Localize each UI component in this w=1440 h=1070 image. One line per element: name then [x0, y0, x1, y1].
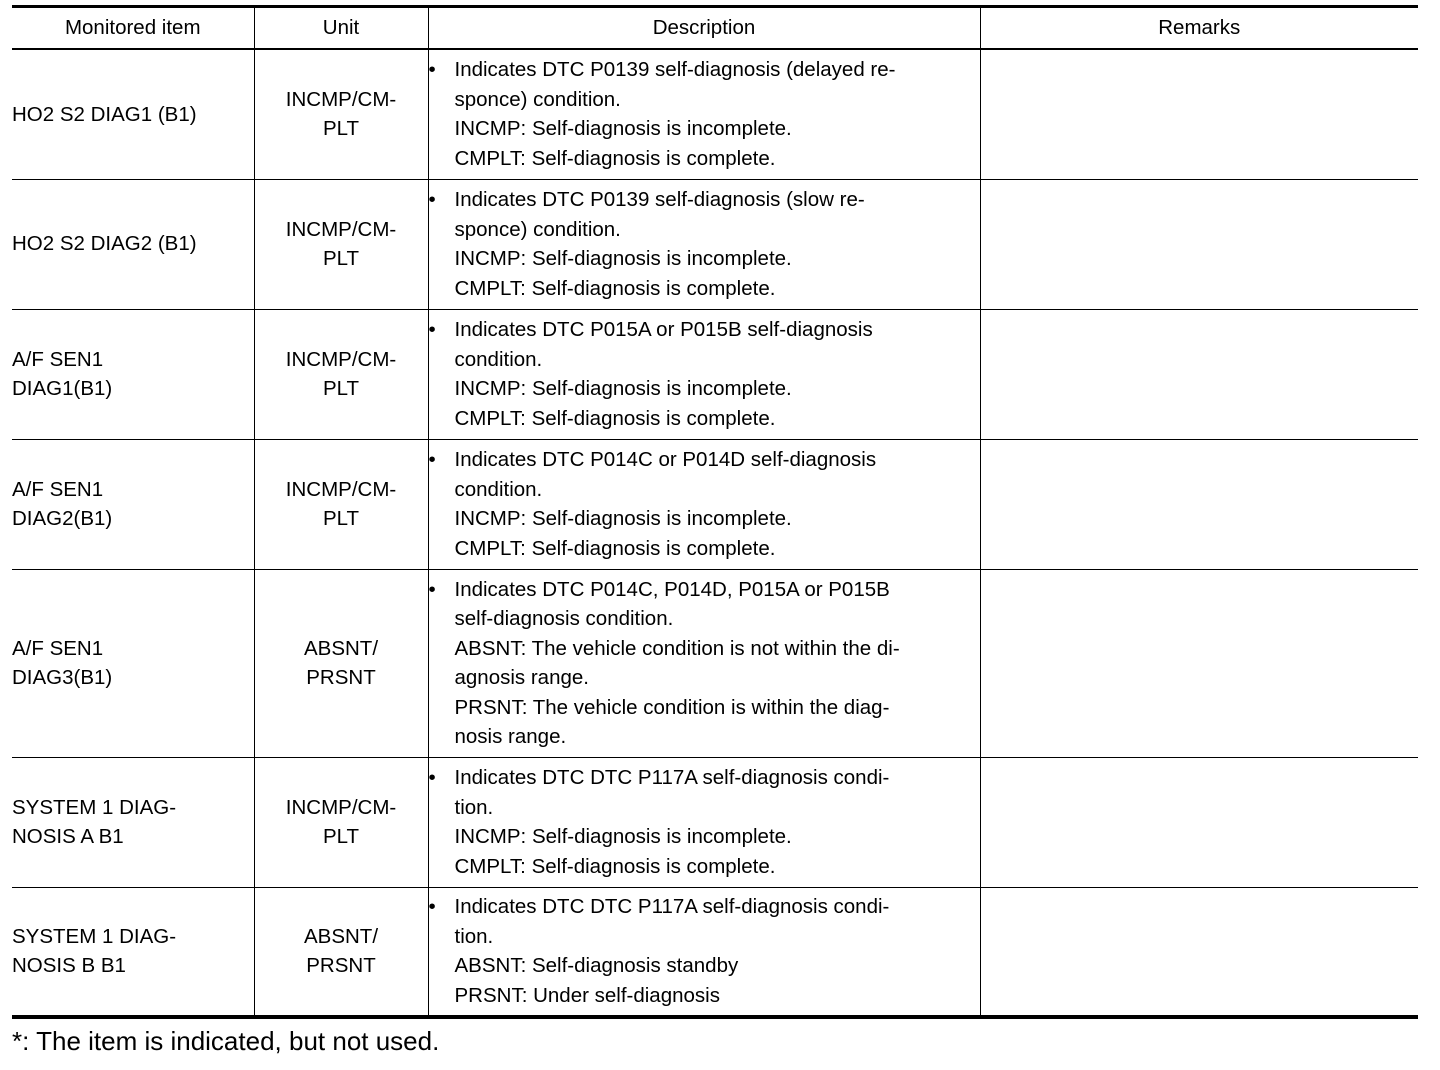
unit-line: PLT: [322, 377, 360, 400]
monitored-item-line: A/F SEN1: [12, 636, 104, 660]
unit-line: PLT: [322, 825, 360, 848]
description-subline: nosis range.: [454, 725, 567, 748]
unit-line: INCMP/CM-: [285, 87, 397, 111]
bullet-icon: •: [428, 58, 436, 82]
description-subline: INCMP: Self-diagnosis is incomplete.: [454, 825, 792, 848]
unit-cell: [254, 309, 428, 439]
description-bullet-text: [455, 445, 980, 504]
description-subline: CMPLT: Self-diagnosis is complete.: [454, 854, 776, 878]
description-cell: [428, 309, 980, 439]
description-line: sponce) condition.: [454, 87, 621, 111]
description-bullet: [429, 445, 980, 504]
description-line: condition.: [454, 347, 543, 371]
monitored-item-cell: [12, 309, 254, 439]
remarks-cell: [980, 569, 1418, 757]
unit-line: PRSNT: [306, 666, 376, 689]
remarks-cell: [980, 309, 1418, 439]
unit-cell: [254, 179, 428, 309]
monitored-item-line: HO2 S2 DIAG1 (B1): [12, 102, 197, 126]
description-line: sponce) condition.: [454, 217, 621, 241]
unit-line: ABSNT/: [303, 636, 379, 660]
monitored-item-cell: [12, 179, 254, 309]
unit-line: ABSNT/: [303, 924, 379, 948]
description-bullet: [429, 892, 980, 951]
unit-line: INCMP/CM-: [285, 217, 397, 241]
footnote: *: The item is indicated, but not used.: [12, 1026, 440, 1056]
monitored-item-line: NOSIS A B1: [12, 825, 124, 848]
remarks-cell: [980, 757, 1418, 887]
unit-line: INCMP/CM-: [285, 795, 397, 819]
description-bullet: [429, 315, 980, 374]
description-line: tion.: [454, 795, 494, 819]
remarks-cell: [980, 179, 1418, 309]
monitored-item-line: A/F SEN1: [12, 477, 104, 501]
description-bullet-text: [455, 55, 980, 114]
description-bullet: [429, 185, 980, 244]
description-subline: ABSNT: The vehicle condition is not within the di-: [454, 636, 900, 660]
monitored-item-line: DIAG1(B1): [12, 377, 113, 400]
description-subline: ABSNT: Self-diagnosis standby: [454, 954, 739, 978]
header-monitored-item: Monitored item: [12, 7, 254, 50]
unit-cell: [254, 569, 428, 757]
description-cell: [428, 569, 980, 757]
monitored-item-line: DIAG2(B1): [12, 507, 113, 530]
table-row: [12, 887, 1418, 1017]
unit-cell: [254, 49, 428, 179]
description-line: self-diagnosis condition.: [454, 607, 674, 630]
unit-cell: [254, 757, 428, 887]
description-line: tion.: [454, 924, 494, 948]
bullet-icon: •: [428, 766, 436, 789]
bullet-icon: •: [428, 895, 436, 919]
description-subline: INCMP: Self-diagnosis is incomplete.: [454, 117, 792, 141]
unit-line: INCMP/CM-: [285, 347, 397, 371]
unit-line: INCMP/CM-: [285, 477, 397, 501]
description-subline: CMPLT: Self-diagnosis is complete.: [454, 536, 776, 560]
description-bullet: [429, 55, 980, 114]
monitored-item-line: DIAG3(B1): [12, 666, 113, 689]
description-line: Indicates DTC P0139 self-diagnosis (delayed re-: [454, 58, 896, 82]
unit-cell: [254, 439, 428, 569]
description-subline: INCMP: Self-diagnosis is incomplete.: [454, 507, 792, 530]
monitored-item-line: SYSTEM 1 DIAG-: [12, 924, 177, 948]
unit-line: PRSNT: [306, 954, 376, 978]
monitored-item-line: SYSTEM 1 DIAG-: [12, 795, 177, 819]
description-subline: INCMP: Self-diagnosis is incomplete.: [454, 377, 792, 400]
description-subline: INCMP: Self-diagnosis is incomplete.: [454, 247, 792, 270]
header-remarks: Remarks: [980, 7, 1418, 50]
description-bullet-text: [455, 892, 980, 951]
table-row: [12, 757, 1418, 887]
bullet-icon: •: [428, 318, 436, 341]
description-line: Indicates DTC DTC P117A self-diagnosis condi-: [454, 895, 890, 919]
header-description: Description: [428, 7, 980, 50]
unit-cell: [254, 887, 428, 1017]
monitored-item-cell: [12, 887, 254, 1017]
description-subline: PRSNT: The vehicle condition is within the diag-: [454, 695, 890, 719]
table-row: [12, 439, 1418, 569]
table-row: [12, 309, 1418, 439]
description-subline: CMPLT: Self-diagnosis is complete.: [454, 146, 776, 170]
header-unit: Unit: [254, 7, 428, 50]
unit-line: PLT: [322, 507, 360, 530]
monitored-item-cell: [12, 757, 254, 887]
description-line: condition.: [454, 477, 543, 501]
description-subline: CMPLT: Self-diagnosis is complete.: [454, 276, 776, 300]
description-line: Indicates DTC P015A or P015B self-diagnosis: [454, 318, 873, 341]
description-cell: [428, 179, 980, 309]
description-line: Indicates DTC P0139 self-diagnosis (slow re-: [454, 188, 865, 211]
monitored-item-cell: [12, 439, 254, 569]
description-cell: [428, 439, 980, 569]
description-cell: [428, 887, 980, 1017]
monitored-items-table: [12, 5, 1418, 1019]
unit-line: PLT: [322, 247, 360, 270]
description-line: Indicates DTC P014C, P014D, P015A or P015B: [454, 577, 890, 601]
bullet-icon: •: [428, 577, 436, 601]
table-row: [12, 179, 1418, 309]
monitored-item-line: A/F SEN1: [12, 347, 104, 371]
remarks-cell: [980, 439, 1418, 569]
description-line: Indicates DTC P014C or P014D self-diagnosis: [454, 448, 877, 471]
remarks-cell: [980, 887, 1418, 1017]
description-bullet-text: [455, 763, 980, 822]
description-bullet-text: [455, 575, 980, 634]
description-bullet-text: [455, 315, 980, 374]
table-row: [12, 49, 1418, 179]
description-bullet-text: [455, 185, 980, 244]
description-subline: CMPLT: Self-diagnosis is complete.: [454, 406, 776, 430]
description-bullet: [429, 763, 980, 822]
unit-line: PLT: [322, 117, 360, 141]
bullet-icon: •: [428, 448, 436, 471]
table-header-row: [12, 7, 1418, 50]
description-cell: [428, 757, 980, 887]
bullet-icon: •: [428, 188, 436, 211]
monitored-item-cell: [12, 49, 254, 179]
description-cell: [428, 49, 980, 179]
description-subline: PRSNT: Under self-diagnosis: [454, 983, 720, 1007]
monitored-item-line: HO2 S2 DIAG2 (B1): [12, 232, 197, 256]
table-row: [12, 569, 1418, 757]
monitored-item-cell: [12, 569, 254, 757]
description-line: Indicates DTC DTC P117A self-diagnosis condi-: [454, 766, 890, 789]
monitored-item-line: NOSIS B B1: [12, 954, 126, 978]
remarks-cell: [980, 49, 1418, 179]
description-subline: agnosis range.: [454, 666, 589, 689]
description-bullet: [429, 575, 980, 634]
